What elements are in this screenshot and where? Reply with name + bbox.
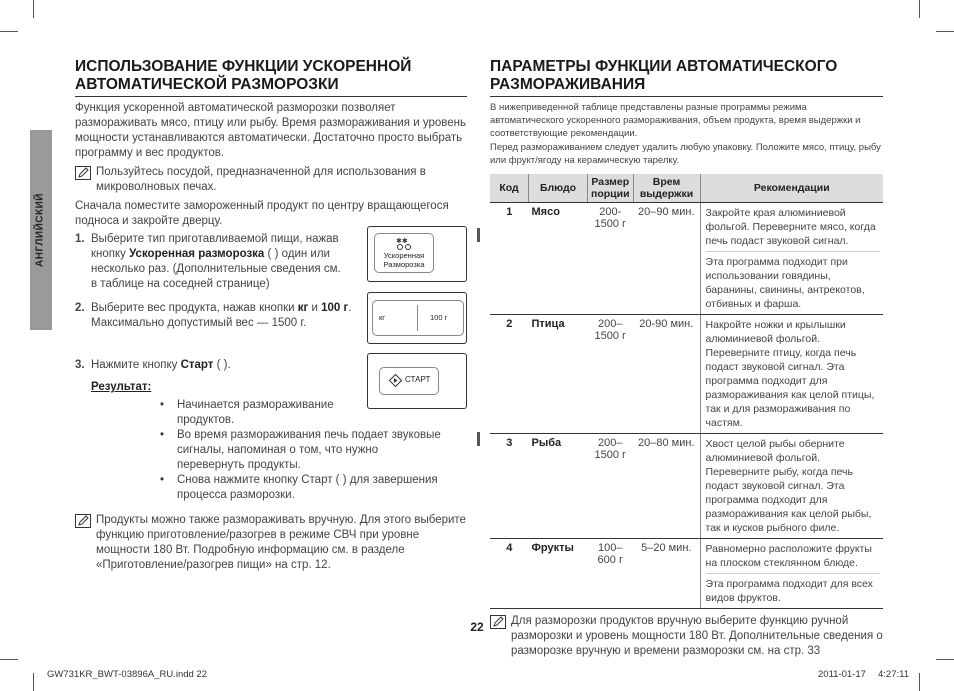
result-item: • Во время размораживания печь подает звуковые сигналы, напоминая о том, что нужно перевернуть продукты. <box>160 428 442 473</box>
instruction-text: Сначала поместите замороженный продукт по центру вращающегося подноса и закройте дверцу. <box>75 200 449 227</box>
footer-file: GW731KR_BWT-03896A_RU.indd 22 <box>47 669 207 680</box>
note-manual-text: Продукты можно также размораживать вручную. Для этого выберите функцию приготовление/разогрев в режиме СВЧ при уровне мощности 180 Вт. Подробную информацию см. в разделе «Приготовление/разогрев пищи» на стр. 12. <box>96 514 466 571</box>
crop-mark <box>936 659 954 660</box>
row-size: 200-1500 г <box>588 203 634 315</box>
page-number: 22 <box>470 620 484 634</box>
row-time: 20–90 мин. <box>633 203 700 315</box>
note-dishes <box>75 165 467 195</box>
row-size: 100–600 г <box>588 539 634 609</box>
kg-button[interactable]: кг <box>379 313 386 322</box>
row-time: 5–20 мин. <box>633 539 700 609</box>
100g-button[interactable]: 100 г <box>430 313 448 322</box>
row-time: 20-90 мин. <box>633 315 700 434</box>
header-recommendations: Рекомендации <box>700 174 883 203</box>
note-right-manual-text: Для разморозки продуктов вручную выберите функцию ручной разморозки и уровень мощности 180 Вт. Дополнительные сведения о разморозке вручную и времени разморозки см. на стр. 33 <box>511 615 883 657</box>
right-intro-1: В нижеприведенной таблице представлены разные программы режима автоматического ускоренного размораживания, объем продукта, время выдержки и соответствующие рекомендации. <box>490 102 861 139</box>
footer-date: 2011-01-17 <box>818 669 866 680</box>
weight-panel <box>367 292 467 344</box>
defrost-label-1: Ускоренная <box>383 251 425 260</box>
header-code: Код <box>490 174 529 203</box>
note-dishes-text: Пользуйтесь посудой, предназначенной для использования в микроволновых печах. <box>96 166 426 193</box>
language-tab-label: АНГЛИЙСКИЙ <box>34 193 46 267</box>
row-dish: Птица <box>529 315 588 434</box>
defrost-button[interactable] <box>374 233 434 273</box>
table-row <box>490 203 883 315</box>
defrost-panel <box>367 226 467 282</box>
header-time: Врем выдержки <box>633 174 700 203</box>
crop-mark <box>936 31 954 32</box>
row-dish: Рыба <box>529 434 588 539</box>
header-size: Размер порции <box>588 174 634 203</box>
row-recommendation: Хвост целой рыбы оберните алюминиевой фольгой. Переверните рыбу, когда печь подаст звуковой сигнал. Эта программа подходит для размораживания как целой рыбы, так и кусков рыбного филе. <box>700 434 883 539</box>
result-item: • Снова нажмите кнопку Старт ( ) для завершения процесса разморозки. <box>160 473 442 503</box>
row-dish: Мясо <box>529 203 588 315</box>
row-recommendation: Накройте ножки и крылышки алюминиевой фольгой. Переверните птицу, когда печь подаст звуковой сигнал. Эта программа подходит для размораживания как целой птицы, так и для размораживания по частям. <box>700 315 883 434</box>
crop-mark <box>0 31 18 32</box>
footer-time: 4:27:11 <box>878 669 909 680</box>
table-header-row <box>490 174 883 203</box>
registration-mark <box>477 228 480 242</box>
registration-mark <box>477 432 480 446</box>
row-size: 200–1500 г <box>588 315 634 434</box>
step-2-number: 2. <box>75 302 85 314</box>
row-code: 4 <box>490 539 529 609</box>
crop-mark <box>0 659 18 660</box>
row-time: 20–80 мин. <box>633 434 700 539</box>
crop-mark <box>919 0 920 18</box>
header-dish: Блюдо <box>529 174 588 203</box>
result-label: Результат: <box>91 381 152 393</box>
start-button[interactable] <box>379 367 439 395</box>
right-column <box>490 58 883 659</box>
snowflake-drop-icon <box>395 236 413 250</box>
start-panel <box>367 353 467 409</box>
row-recommendation: Закройте края алюминиевой фольгой. Переверните мясо, когда печь подаст звуковой сигнал. Эта программа подходит при использовании говядины, баранины, свинины, антрекотов, отбивных и фарша. <box>700 203 883 315</box>
step-1-text: Выберите тип приготавливаемой пищи, нажав кнопку Ускоренная разморозка ( ) один или несколько раз. (Дополнительные сведения см. в таблице на соседней странице) <box>91 233 341 290</box>
row-dish: Фрукты <box>529 539 588 609</box>
title-rule <box>75 96 467 97</box>
row-recommendation: Равномерно расположите фрукты на плоском стеклянном блюде. Эта программа подходит для всех видов фруктов. <box>700 539 883 609</box>
note-manual <box>75 513 467 573</box>
step-3-text: Нажмите кнопку Старт ( ). <box>91 359 231 371</box>
row-code: 2 <box>490 315 529 434</box>
result-item: • Начинается размораживание продуктов. <box>160 398 362 428</box>
start-label: СТАРТ <box>405 375 431 384</box>
svg-text:✱✱: ✱✱ <box>396 237 408 245</box>
crop-mark <box>919 673 920 691</box>
right-title: ПАРАМЕТРЫ ФУНКЦИИ АВТОМАТИЧЕСКОГО РАЗМОРАЖИВАНИЯ <box>490 58 838 93</box>
row-code: 3 <box>490 434 529 539</box>
table-row <box>490 539 883 609</box>
start-diamond-icon <box>389 374 402 387</box>
row-size: 200–1500 г <box>588 434 634 539</box>
crop-mark <box>33 673 34 691</box>
weight-buttons <box>372 300 464 336</box>
crop-mark <box>33 0 34 18</box>
defrost-table <box>490 174 883 609</box>
note-pencil-icon <box>75 166 91 180</box>
left-intro: Функция ускоренной автоматической разморозки позволяет размораживать мясо, птицу или рыбу. Время размораживания и уровень мощности устанавливаются автоматически. Достаточно просто выбрать программу и вес продуктов. <box>75 102 466 159</box>
table-row <box>490 434 883 539</box>
table-row <box>490 315 883 434</box>
result-list <box>75 398 467 503</box>
defrost-label-2: Разморозка <box>383 260 425 269</box>
row-code: 1 <box>490 203 529 315</box>
title-rule <box>490 96 883 97</box>
step-3-number: 3. <box>75 359 85 371</box>
step-1-number: 1. <box>75 233 85 245</box>
left-title: ИСПОЛЬЗОВАНИЕ ФУНКЦИИ УСКОРЕННОЙ АВТОМАТИЧЕСКОЙ РАЗМОРОЗКИ <box>75 58 412 93</box>
note-pencil-icon <box>75 514 91 528</box>
right-intro-2: Перед размораживанием следует удалить любую упаковку. Положите мясо, птицу, рыбу или фрукт/ягоду на керамическую тарелку. <box>490 142 881 166</box>
divider <box>417 305 418 331</box>
step-2-text: Выберите вес продукта, нажав кнопки кг и 100 г. Максимально допустимый вес — 1500 г. <box>91 302 352 329</box>
